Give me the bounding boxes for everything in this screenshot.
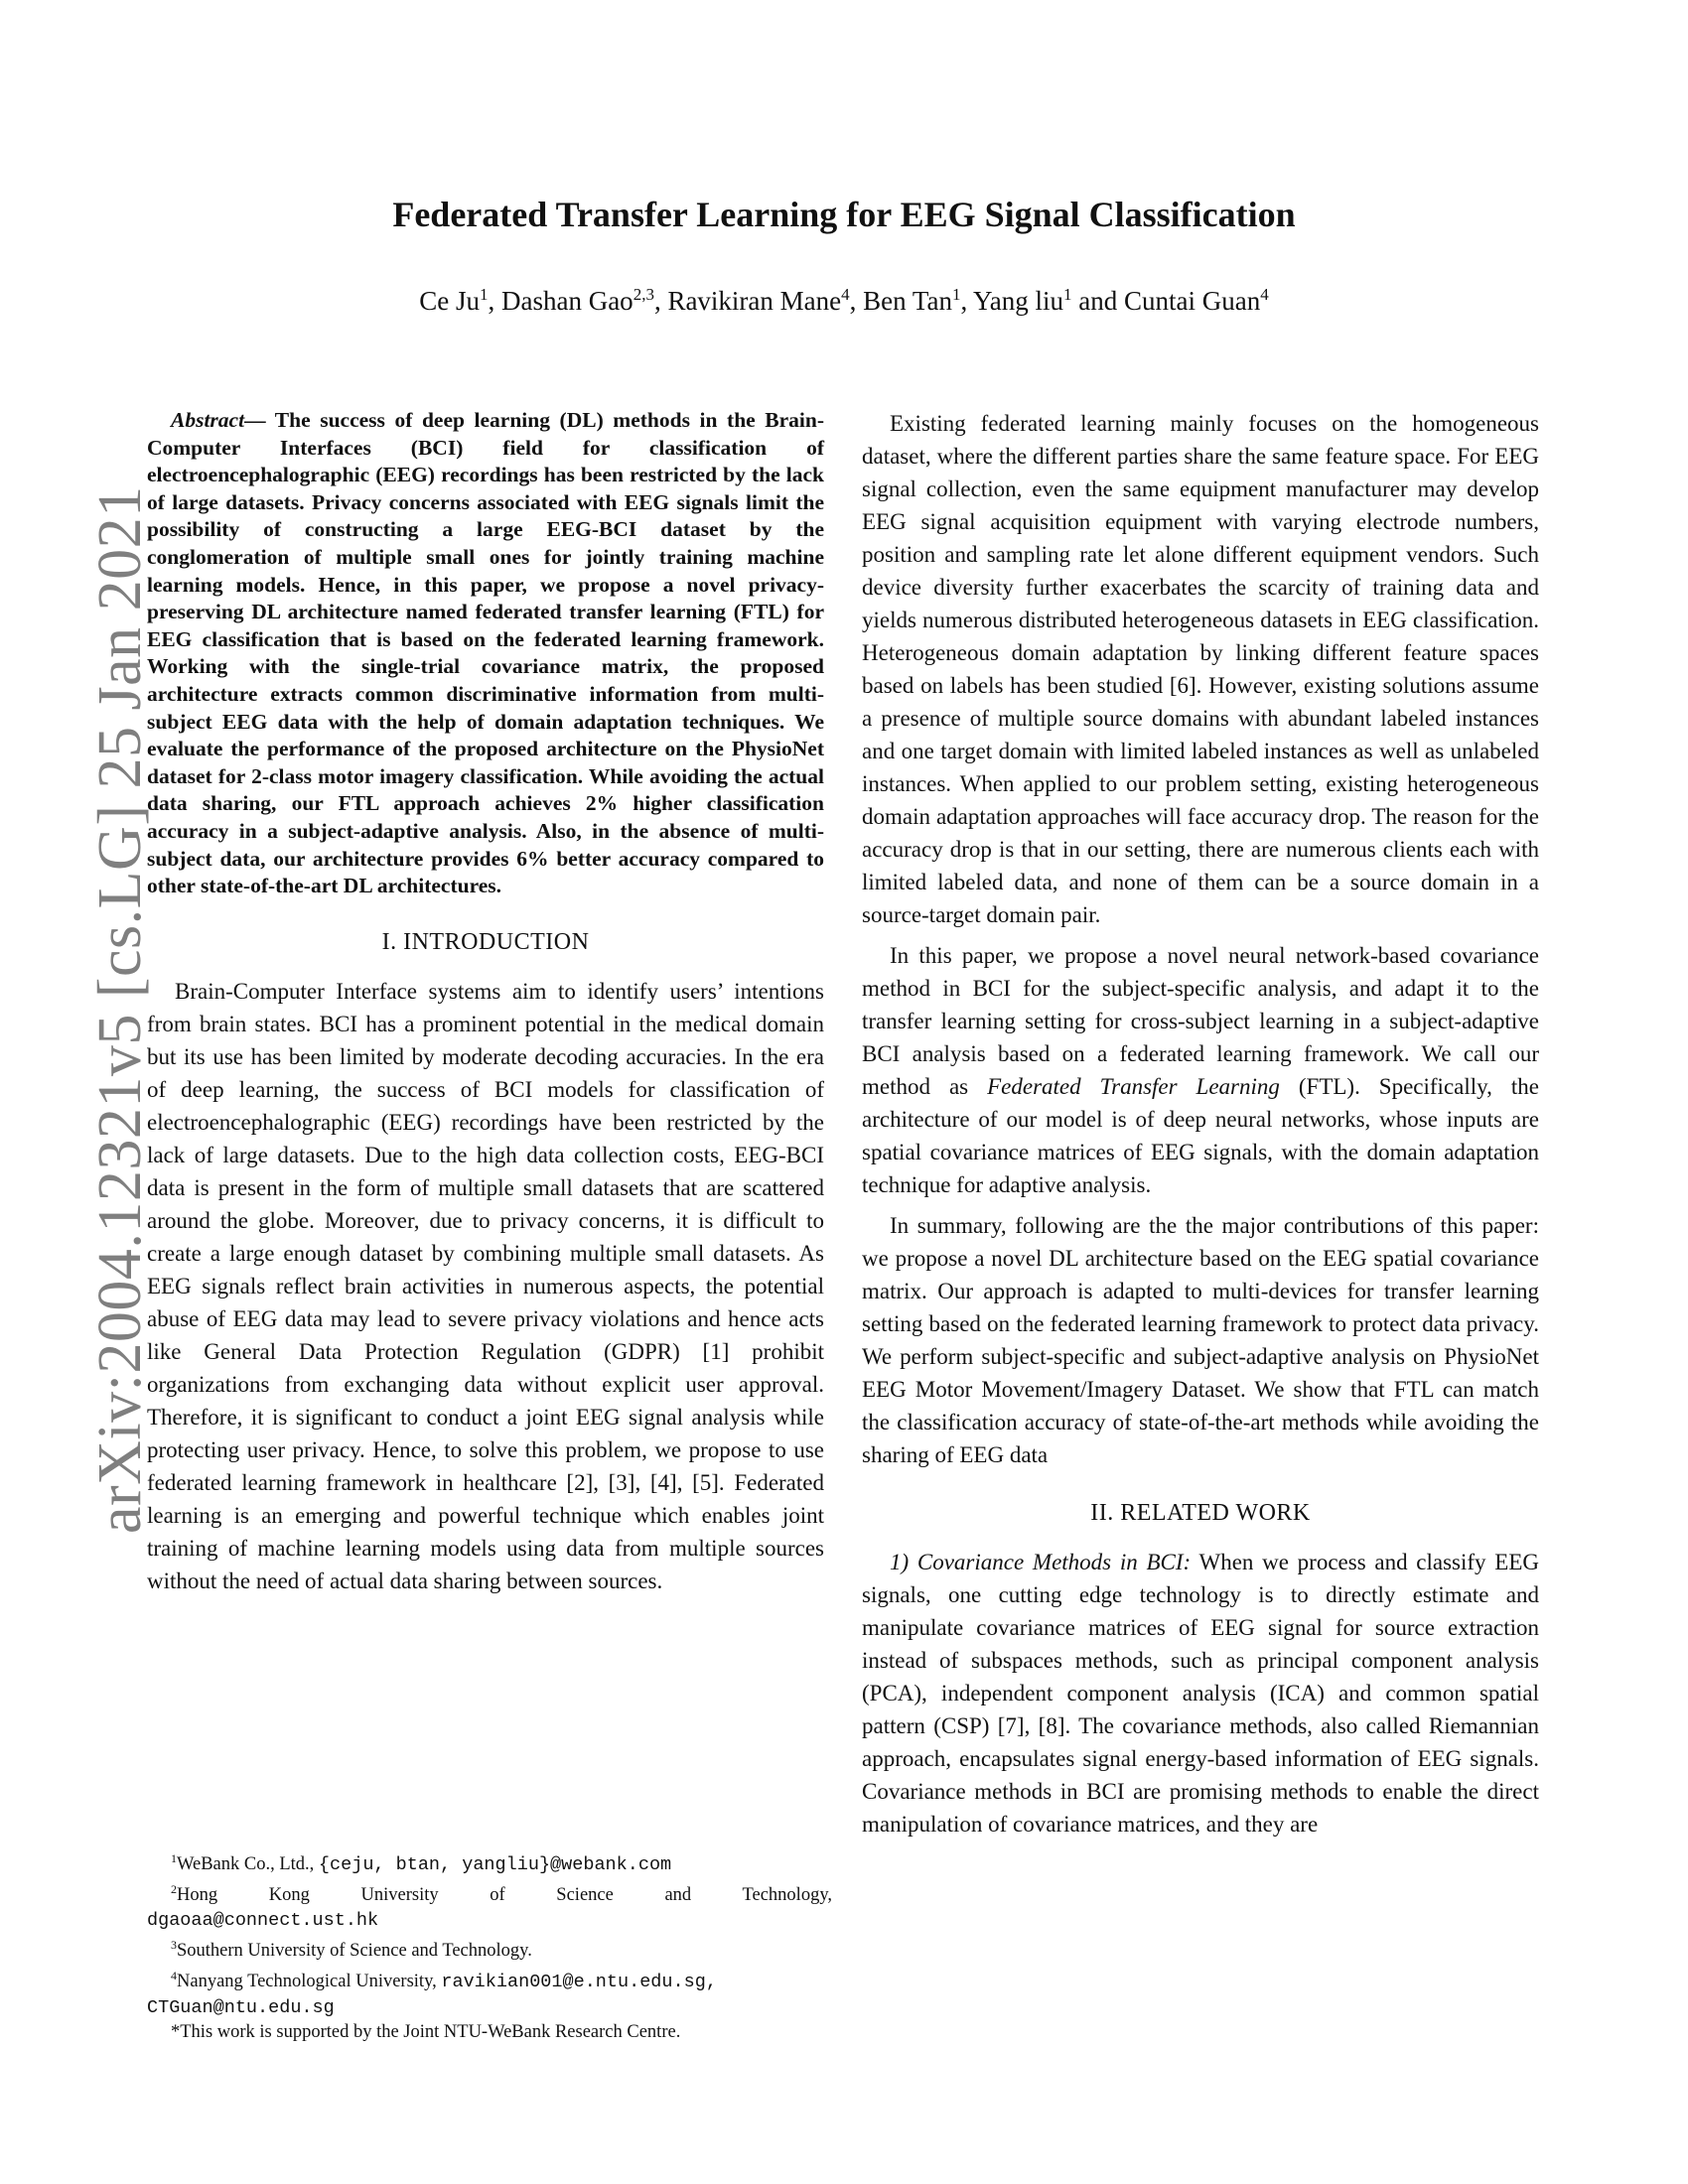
author-affiliation: 4 [1260, 285, 1269, 304]
author-name: Ravikiran Mane [667, 286, 842, 316]
author-list [149, 285, 1539, 317]
author-name: Ce Ju [419, 286, 480, 316]
abstract-dash: — [244, 408, 275, 432]
footnote-text: WeBank Co., Ltd., [177, 1854, 319, 1875]
subsection-paragraph [862, 1546, 1539, 1841]
paper-title: Federated Transfer Learning for EEG Signal Classification [392, 195, 1296, 234]
footnotes [147, 1846, 832, 2045]
subsection-text: When we process and classify EEG signals, one cutting edge technology is to directly estimate and manipulate covariance matrices of EEG signal for source extraction instead of subspaces methods, such as principal component analysis (PCA), independent component analysis (ICA) and common spatial pattern (CSP) [7], [8]. The covariance methods, also called Riemannian approach, encapsulates signal energy-based information of EEG signals. Covariance methods in BCI are promising methods to enable the direct manipulation of covariance matrices, and they are [862, 1550, 1539, 1837]
footnote-text: Hong Kong University of Science and Technology, [177, 1885, 832, 1906]
body-paragraph: In summary, following are the the major contributions of this paper: we propose a novel DL architecture based on the EEG spatial covariance matrix. Our approach is adapted to multi-devices for transfer learning setting based on the federated learning framework to protect data privacy. We perform subject-specific and subject-adaptive analysis on PhysioNet EEG Motor Movement/Imagery Dataset. We show that FTL can match the classification accuracy of state-of-the-art methods while avoiding the sharing of EEG data [862, 1213, 1539, 1467]
author-affiliation: 2,3 [633, 285, 654, 304]
body-paragraph [862, 939, 1539, 1201]
footnote-email: ravikian001@e.ntu.edu.sg, [441, 1972, 717, 1993]
author-name: Yang liu [973, 286, 1064, 316]
right-column [862, 407, 1539, 1841]
author-separator: , [488, 286, 501, 316]
footnote-text: Southern University of Science and Technology. [177, 1941, 532, 1962]
intro-paragraph: Brain-Computer Interface systems aim to identify users’ intentions from brain states. BCI has a prominent potential in the medical domain but its use has been limited by moderate decoding accuracies. In the era of deep learning, the success of BCI models for classification of electroencephalographic (EEG) recordings have been restricted by the lack of large datasets. Due to the high data collection costs, EEG-BCI data is present in the form of multiple small datasets that are scattered around the globe. Moreover, due to privacy concerns, it is difficult to create a large enough dataset by combining multiple small datasets. As EEG signals reflect brain activities in numerous aspects, the potential abuse of EEG data may lead to severe privacy violations and hence acts like General Data Protection Regulation (GDPR) [1] prohibit organizations from exchanging data without explicit user approval. Therefore, it is significant to conduct a joint EEG signal analysis while protecting user privacy. Hence, to solve this problem, we propose to use federated learning framework in healthcare [2], [3], [4], [5]. Federated learning is an emerging and powerful technique which enables joint training of machine learning models using data from multiple sources without the need of actual data sharing between sources. [147, 978, 824, 1593]
author-separator: , [653, 286, 668, 316]
author-affiliation: 1 [952, 285, 961, 304]
footnote-continuation [147, 1995, 832, 2020]
footnote-text: Nanyang Technological University, [177, 1972, 442, 1992]
footnote [147, 1964, 832, 1994]
footnote [147, 1933, 832, 1964]
author-name: Ben Tan [863, 286, 952, 316]
author-name: Dashan Gao [500, 286, 633, 316]
author-affiliation: 1 [1063, 285, 1072, 304]
footnote: *This work is supported by the Joint NTU-WeBank Research Centre. [171, 2021, 681, 2042]
author-separator: and [1071, 286, 1125, 316]
footnote-email: {ceju, btan, yangliu}@webank.com [318, 1854, 672, 1876]
method-name: Federated Transfer Learning [987, 1074, 1280, 1099]
section-heading-introduction: I. INTRODUCTION [381, 928, 590, 955]
footnote-marker: 1 [171, 1851, 177, 1865]
arxiv-stamp: arXiv:2004.12321v5 [cs.LG] 25 Jan 2021 [86, 485, 154, 1534]
footnote-marker: 4 [171, 1969, 177, 1983]
author-separator: , [849, 286, 864, 316]
body-text: (FTL). Specifically, the architecture of our model is of deep neural networks, whose inputs are spatial covariance matrices of EEG signals, with the domain adaptation technique for adaptive analysis. [862, 1074, 1539, 1197]
body-text: In this paper, we propose a novel neural network-based covariance method in BCI for the subject-specific analysis, and adapt it to the transfer learning setting for cross-subject learning in a subject-adaptive BCI analysis based on a federated learning framework. We call our method as [862, 943, 1539, 1099]
left-column [147, 407, 824, 1597]
footnote [147, 1846, 832, 1877]
author-name: Cuntai Guan [1124, 286, 1261, 316]
author-affiliation: 1 [479, 285, 489, 304]
footnote-marker: 2 [171, 1882, 177, 1897]
author-separator: , [960, 286, 973, 316]
abstract-label: Abstract [171, 408, 245, 432]
footnote-email: dgaoaa@connect.ust.hk [147, 1910, 379, 1932]
body-paragraph: Existing federated learning mainly focuses on the homogeneous dataset, where the different parties share the same feature space. For EEG signal collection, even the same equipment manufacturer may develop EEG signal acquisition equipment with varying electrode numbers, position and sampling rate let alone different equipment vendors. Such device diversity further exacerbates the scarcity of training data and yields numerous distributed heterogeneous datasets in EEG classification. Heterogeneous domain adaptation by linking different feature spaces based on labels has been studied [6]. However, existing solutions assume a presence of multiple source domains with abundant labeled instances and one target domain with limited labeled instances as well as unlabeled instances. When applied to our problem setting, existing heterogeneous domain adaptation approaches will face accuracy drop. The reason for the accuracy drop is that in our setting, there are numerous clients each with limited labeled data, and none of them can be a source domain in a source-target domain pair. [862, 411, 1539, 927]
subsection-label: 1) Covariance Methods in BCI: [890, 1550, 1192, 1574]
abstract-text: The success of deep learning (DL) methods in the Brain-Computer Interfaces (BCI) field for classification of electroencephalographic (EEG) recordings has been restricted by the lack of large datasets. Privacy concerns associated with EEG signals limit the possibility of constructing a large EEG-BCI dataset by the conglomeration of multiple small ones for jointly training machine learning models. Hence, in this paper, we propose a novel privacy-preserving DL architecture named federated transfer learning (FTL) for EEG classification that is based on the federated learning framework. Working with the single-trial covariance matrix, the proposed architecture extracts common discriminative information from multi-subject EEG data with the help of domain adaptation techniques. We evaluate the performance of the proposed architecture on the PhysioNet dataset for 2-class motor imagery classification. While avoiding the actual data sharing, our FTL approach achieves 2% higher classification accuracy in a subject-adaptive analysis. Also, in the absence of multi-subject data, our architecture provides 6% better accuracy compared to other state-of-the-art DL architectures. [147, 408, 824, 898]
section-heading-related-work: II. RELATED WORK [1090, 1500, 1311, 1526]
author-affiliation: 4 [841, 285, 850, 304]
footnote [147, 1877, 832, 1908]
footnote-email: CTGuan@ntu.edu.sg [147, 1996, 335, 2018]
footnote-marker: 3 [171, 1938, 177, 1953]
footnote-continuation [147, 1908, 832, 1933]
abstract [147, 407, 824, 900]
